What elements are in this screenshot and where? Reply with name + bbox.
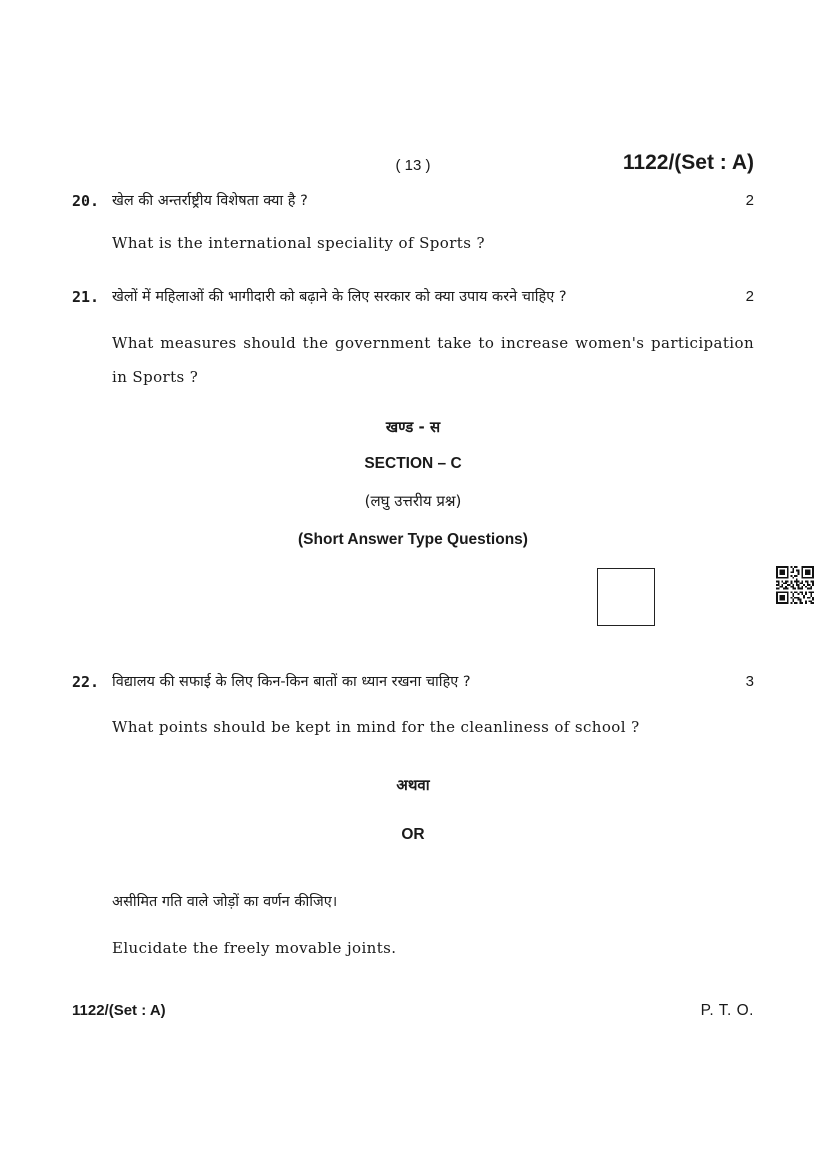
section-hindi-title: खण्ड - स <box>385 418 441 436</box>
section-english-subtitle: (Short Answer Type Questions) <box>298 531 528 548</box>
question-20-marks: 2 <box>745 192 754 209</box>
or-hindi: अथवा <box>396 776 430 794</box>
roll-number-box <box>597 568 655 626</box>
footer-pto: P. T. O. <box>700 1002 754 1019</box>
question-22-marks: 3 <box>745 673 754 690</box>
question-21-number: 21. <box>72 288 100 306</box>
question-22-number: 22. <box>72 673 100 691</box>
page-number: ( 13 ) <box>395 157 431 174</box>
qr-code-icon <box>776 566 814 604</box>
question-21-marks: 2 <box>745 288 754 305</box>
question-20-hindi: खेल की अन्तर्राष्ट्रीय विशेषता क्या है ? <box>112 193 308 209</box>
question-22-english: What points should be kept in mind for the cleanliness of school ? <box>112 718 640 736</box>
footer-paper-code: 1122/(Set : A) <box>72 1002 166 1019</box>
question-21-hindi: खेलों में महिलाओं की भागीदारी को बढ़ाने के लिए सरकार को क्या उपाय करने चाहिए ? <box>112 289 567 305</box>
question-22-alt-hindi: असीमित गति वाले जोड़ों का वर्णन कीजिए। <box>112 894 338 910</box>
question-20-english: What is the international speciality of Sports ? <box>112 234 485 252</box>
or-english: OR <box>401 826 425 843</box>
question-22-hindi: विद्यालय की सफाई के लिए किन-किन बातों का ध्यान रखना चाहिए ? <box>112 674 471 690</box>
section-english-title: SECTION – C <box>364 455 462 472</box>
question-20-number: 20. <box>72 192 100 210</box>
header-paper-code: 1122/(Set : A) <box>622 151 754 174</box>
question-22-alt-english: Elucidate the freely movable joints. <box>112 939 397 957</box>
section-hindi-subtitle: (लघु उत्तरीय प्रश्न) <box>364 492 462 510</box>
question-21-english-line2: in Sports ? <box>112 368 199 386</box>
question-21-english-line1: What measures should the government take to increase women's participation <box>112 334 754 352</box>
